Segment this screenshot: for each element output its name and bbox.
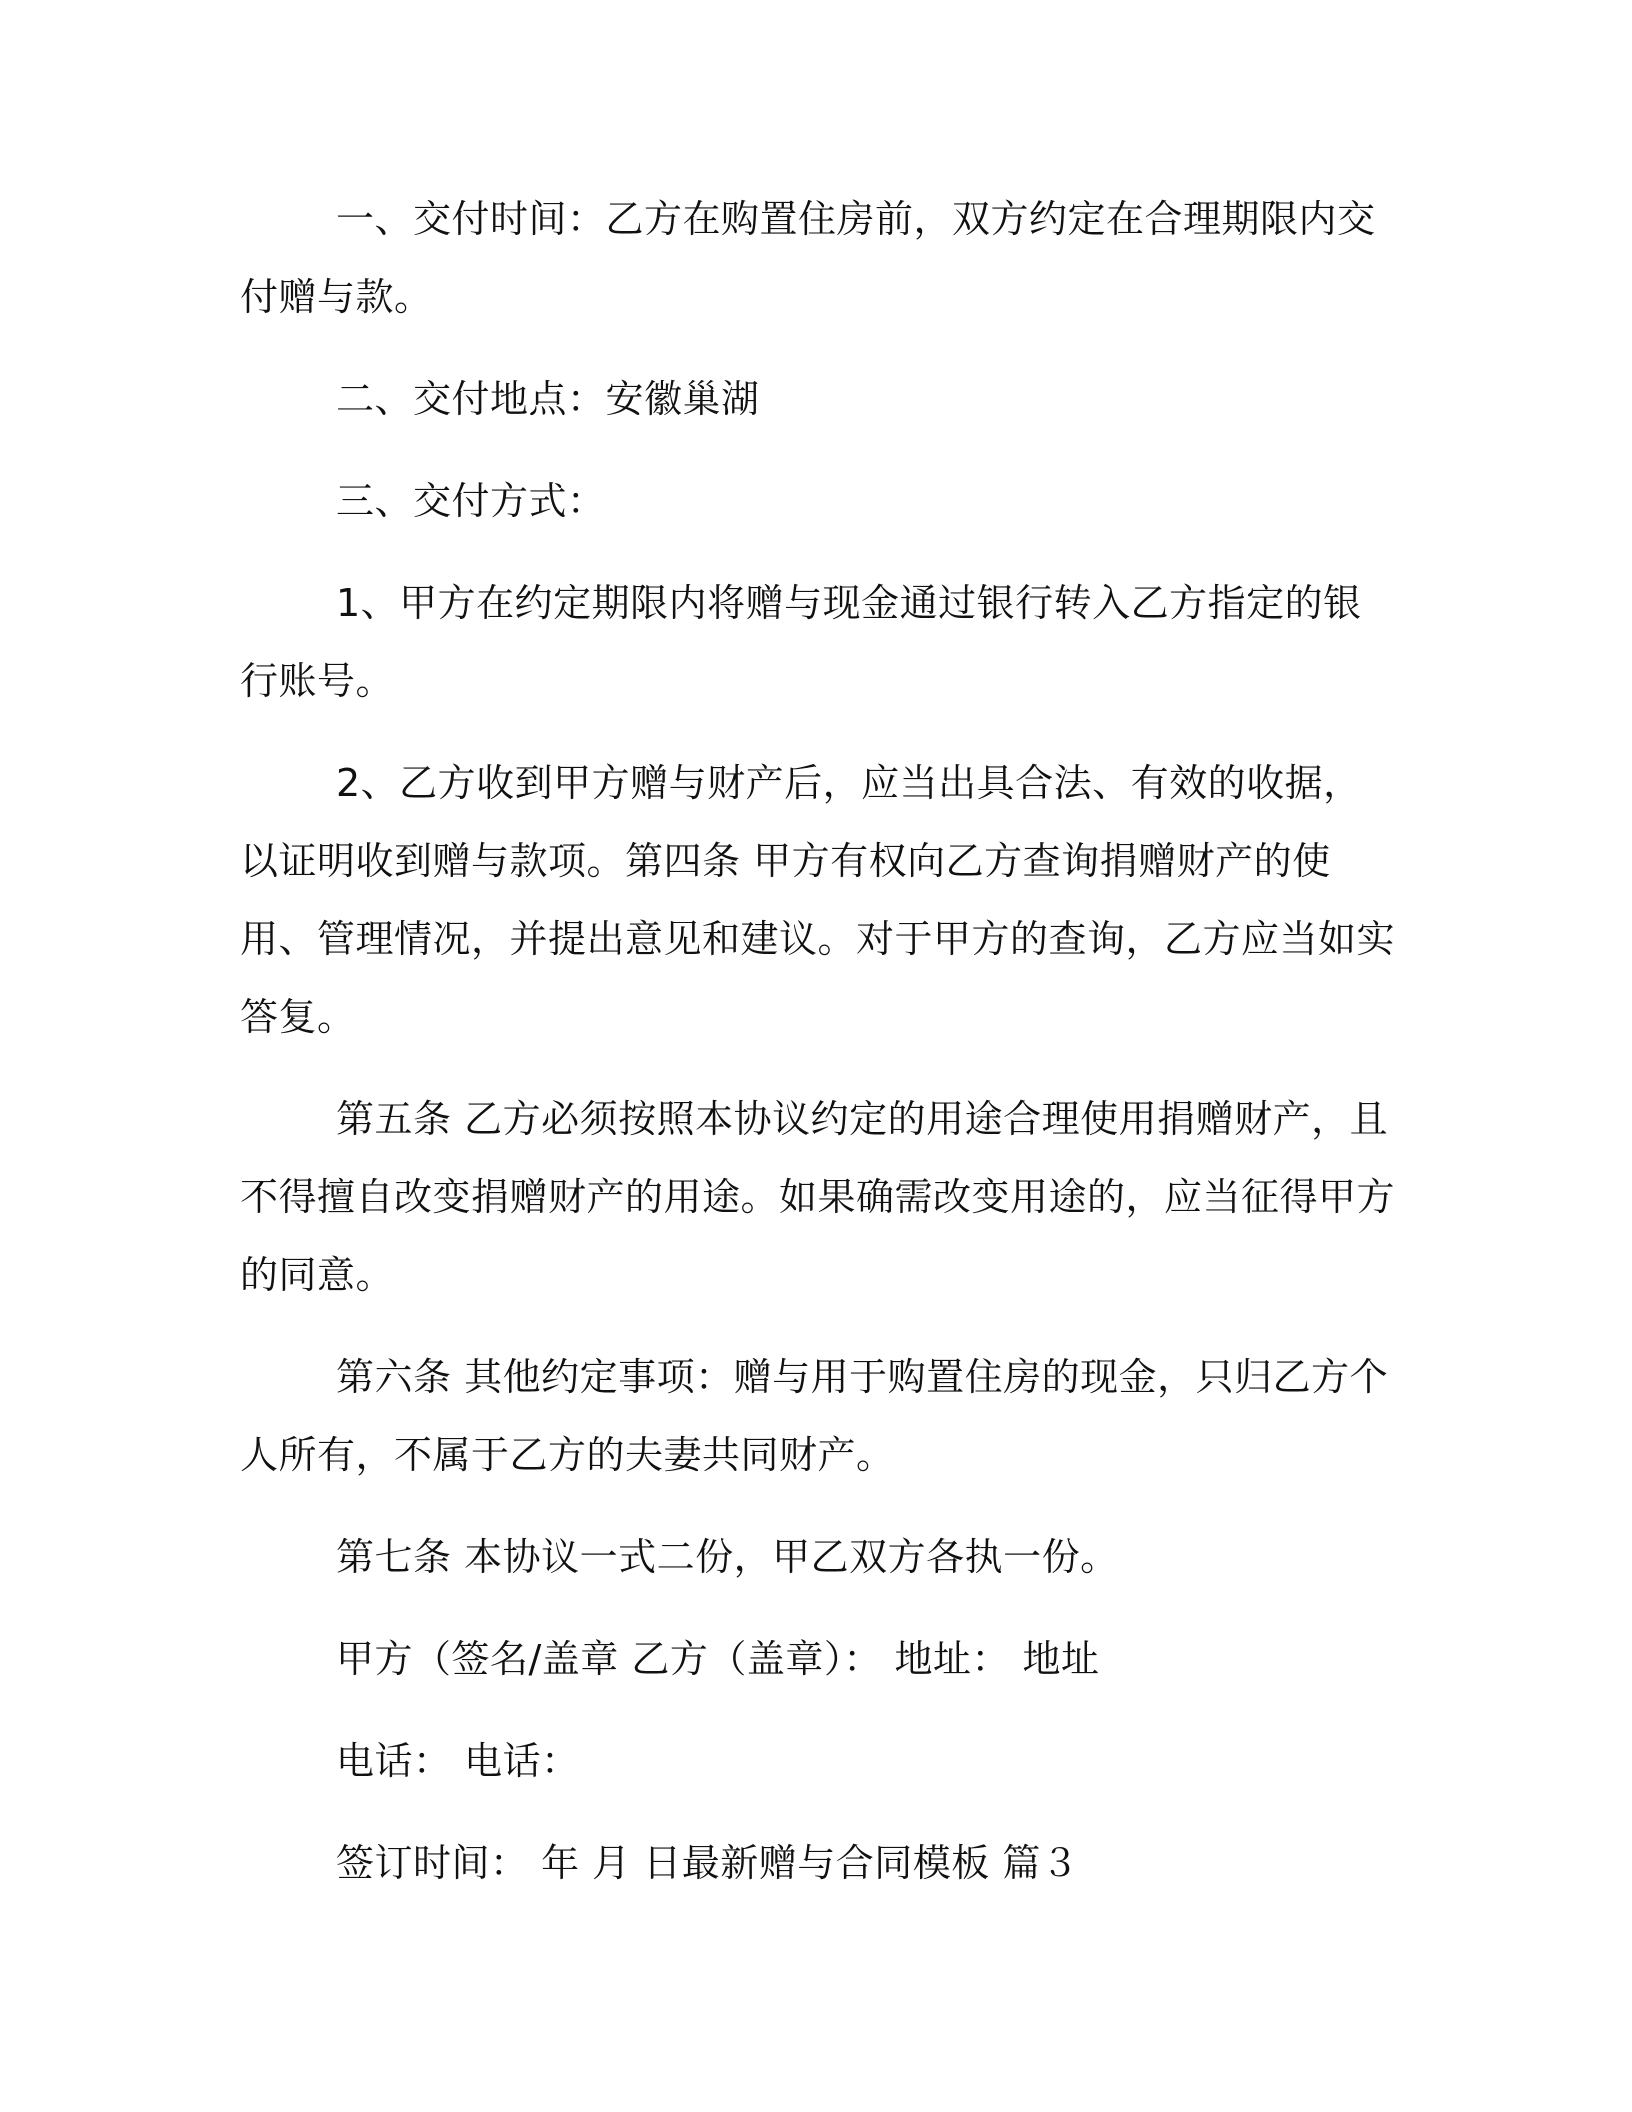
paragraph-method-item-2: 2、乙方收到甲方赠与财产后，应当出具合法、有效的收据，以证明收到赠与款项。第四条 甲方有权向乙方查询捐赠财产的使用、管理情况，并提出意见和建议。对于甲方的查询，乙方应当如实答复。 [240, 761, 1396, 1039]
paragraph-delivery-method: 三、交付方式： [336, 479, 606, 523]
paragraph-article-6: 第六条 其他约定事项：赠与用于购置住房的现金，只归乙方个人所有，不属于乙方的夫妻共同财产。 [240, 1355, 1389, 1477]
signing-date-line: 签订时间： 年 月 日最新赠与合同模板 篇３ [336, 1841, 1080, 1885]
document-body [240, 180, 1400, 1926]
signature-line: 甲方（签名/盖章 乙方（盖章）： 地址： 地址 [336, 1637, 1100, 1681]
paragraph-article-5: 第五条 乙方必须按照本协议约定的用途合理使用捐赠财产，且不得擅自改变捐赠财产的用途。如果确需改变用途的，应当征得甲方的同意。 [240, 1097, 1396, 1297]
paragraph-article-7: 第七条 本协议一式二份，甲乙双方各执一份。 [336, 1535, 1119, 1579]
paragraph-delivery-time: 一、交付时间：乙方在购置住房前，双方约定在合理期限内交付赠与款。 [240, 197, 1376, 319]
paragraph-method-item-1: 1、甲方在约定期限内将赠与现金通过银行转入乙方指定的银行账号。 [240, 581, 1362, 703]
paragraph-delivery-place: 二、交付地点：安徽巢湖 [336, 377, 760, 421]
phone-line: 电话： 电话： [336, 1739, 580, 1783]
